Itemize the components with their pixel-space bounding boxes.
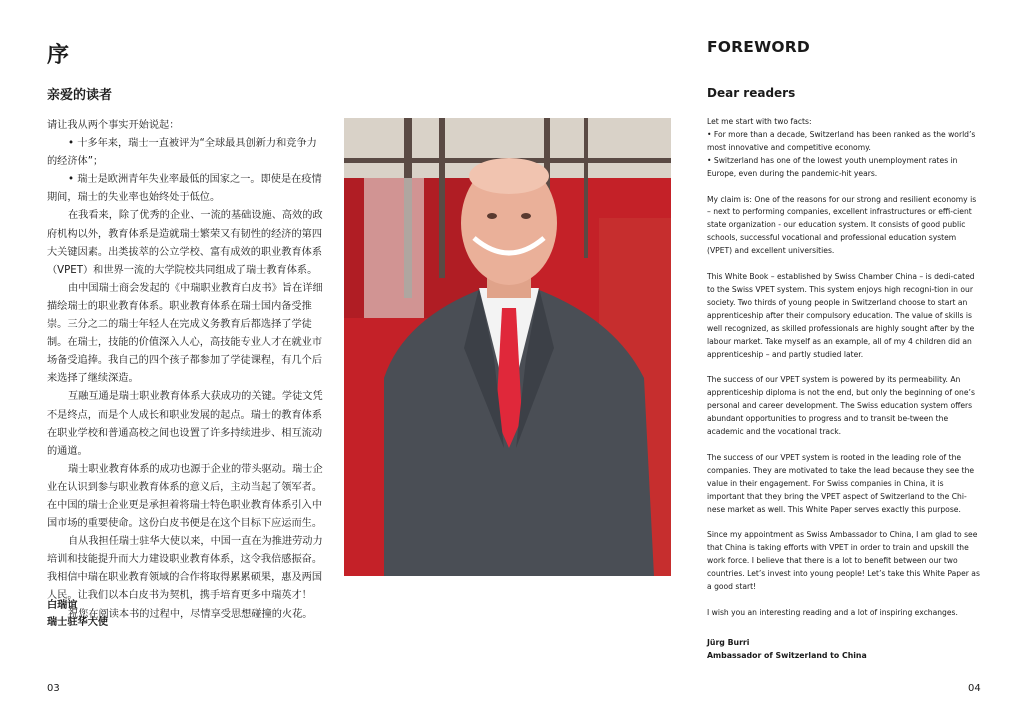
english-paragraph: • Switzerland has one of the lowest youth unemployment rates in Europe, even during the pandemic-hit years. (707, 155, 958, 178)
english-signature-name: Jürg Burri (707, 638, 750, 647)
english-paragraph: I wish you an interesting reading and a lot of inspiring exchanges. (707, 608, 958, 617)
chinese-line: • 十多年来，瑞士一直被评为“全球最具创新力和竞争力的经济体”； (47, 138, 317, 168)
chinese-line: 由中国瑞士商会发起的《中瑞职业教育白皮书》旨在详细描绘瑞士的职业教育体系。职业教育体系在瑞士国内备受推崇。三分之二的瑞士年轻人在完成义务教育后都选择了学徒制。在瑞士，技能的价值深入人心，高技能专业人才在就业市场备受追捧。我自己的四个孩子都参加了学徒课程，有几个后来选择了继续深造。 (47, 282, 323, 385)
english-paragraph: Let me start with two facts: (707, 117, 812, 126)
chinese-line: 瑞士职业教育体系的成功也源于企业的带头驱动。瑞士企业在认识到参与职业教育体系的意义后，主动当起了领军者。在中国的瑞士企业更是承担着将瑞士特色职业教育体系引入中国市场的重要使命。这份白皮书便是在这个目标下应运而生。 (47, 463, 323, 530)
ambassador-photo (344, 118, 671, 576)
english-paragraph: • For more than a decade, Switzerland has been ranked as the world’s most innovative and competitive economy. (707, 129, 976, 152)
chinese-line: 祝您在阅读本书的过程中，尽情享受思想碰撞的火花。 (68, 608, 313, 620)
chinese-signature-title: 瑞士驻华大使 (47, 617, 109, 628)
chinese-line: 请让我从两个事实开始说起： (47, 120, 180, 131)
english-signature-title: Ambassador of Switzerland to China (707, 651, 867, 661)
english-title: FOREWORD (707, 38, 810, 56)
english-salutation: Dear readers (707, 86, 796, 100)
chinese-signature (47, 597, 108, 631)
chinese-line: • 瑞士是欧洲青年失业率最低的国家之一。即使是在疫情期间，瑞士的失业率也始终处于低位。 (47, 174, 322, 204)
chinese-title: 序 (47, 43, 70, 68)
page-number-left: 03 (47, 683, 60, 694)
chinese-signature-name: 白瑞谊 (47, 600, 78, 611)
english-body (707, 116, 980, 620)
chinese-body (47, 117, 325, 624)
english-paragraph: The success of our VPET system is rooted in the leading role of the companies. They are motivated to take the lead because they see the value in their engagement. For Swiss companies in China, it is important that they bring the VPET aspect of Switzerland to the Chi-nese market as well. This White Paper serves exactly this purpose. (707, 452, 975, 514)
english-paragraph: This White Book – established by Swiss Chamber China – is dedi-cated to the Swiss VPET system. This system enjoys high recogni-tion in our society. Two thirds of young people in Switzerland choose to start an apprenticeship after their compulsory education. The value of skills is well recognized, as skilled professionals are highly sought after by the labour market. Take myself as an example, all of my 4 children did an apprenticeship – and partly studied later. (707, 272, 975, 359)
chinese-line: 互融互通是瑞士职业教育体系大获成功的关键。学徒文凭不是终点，而是个人成长和职业发展的起点。瑞士的教育体系在职业学校和普通高校之间也设置了许多持续进步、相互流动的通道。 (47, 391, 323, 457)
page-number-right: 04 (968, 683, 981, 694)
english-paragraph: My claim is: One of the reasons for our strong and resilient economy is – next to performing companies, excellent infrastructures or effi-cient state organization - our education system. It consists of good public schools, successful vocational and professional education system (VPET) and excellent universities. (707, 194, 977, 256)
english-paragraph: The success of our VPET system is powered by its permeability. An apprenticeship diploma is not the end, but only the beginning of one’s personal and career development. The Swiss education system offers abundant opportunities to progress and to transit be-tween the academic and the vocational track. (707, 375, 975, 437)
chinese-line: 在我看来，除了优秀的企业、一流的基础设施、高效的政府机构以外，教育体系是造就瑞士繁荣又有韧性的经济的第四大关键因素。出类拔萃的公立学校、富有成效的职业教育体系（VPET）和世界一流的大学院校共同组成了瑞士教育体系。 (47, 210, 323, 276)
chinese-salutation: 亲爱的读者 (47, 88, 113, 103)
chinese-line: 自从我担任瑞士驻华大使以来，中国一直在为推进劳动力培训和技能提升而大力建设职业教育体系，这令我倍感振奋。我相信中瑞在职业教育领域的合作将取得累累硕果，惠及两国人民。让我们以本白皮书为契机，携手培育更多中瑞英才！ (47, 536, 323, 602)
english-signature (707, 636, 867, 663)
english-paragraph: Since my appointment as Swiss Ambassador to China, I am glad to see that China is taking efforts with VPET in order to train and upskill the work force. I believe that there is a lot to benefit between our two countries. Let’s invest into young people! Let’s take this White Paper as a good start! (707, 530, 980, 592)
